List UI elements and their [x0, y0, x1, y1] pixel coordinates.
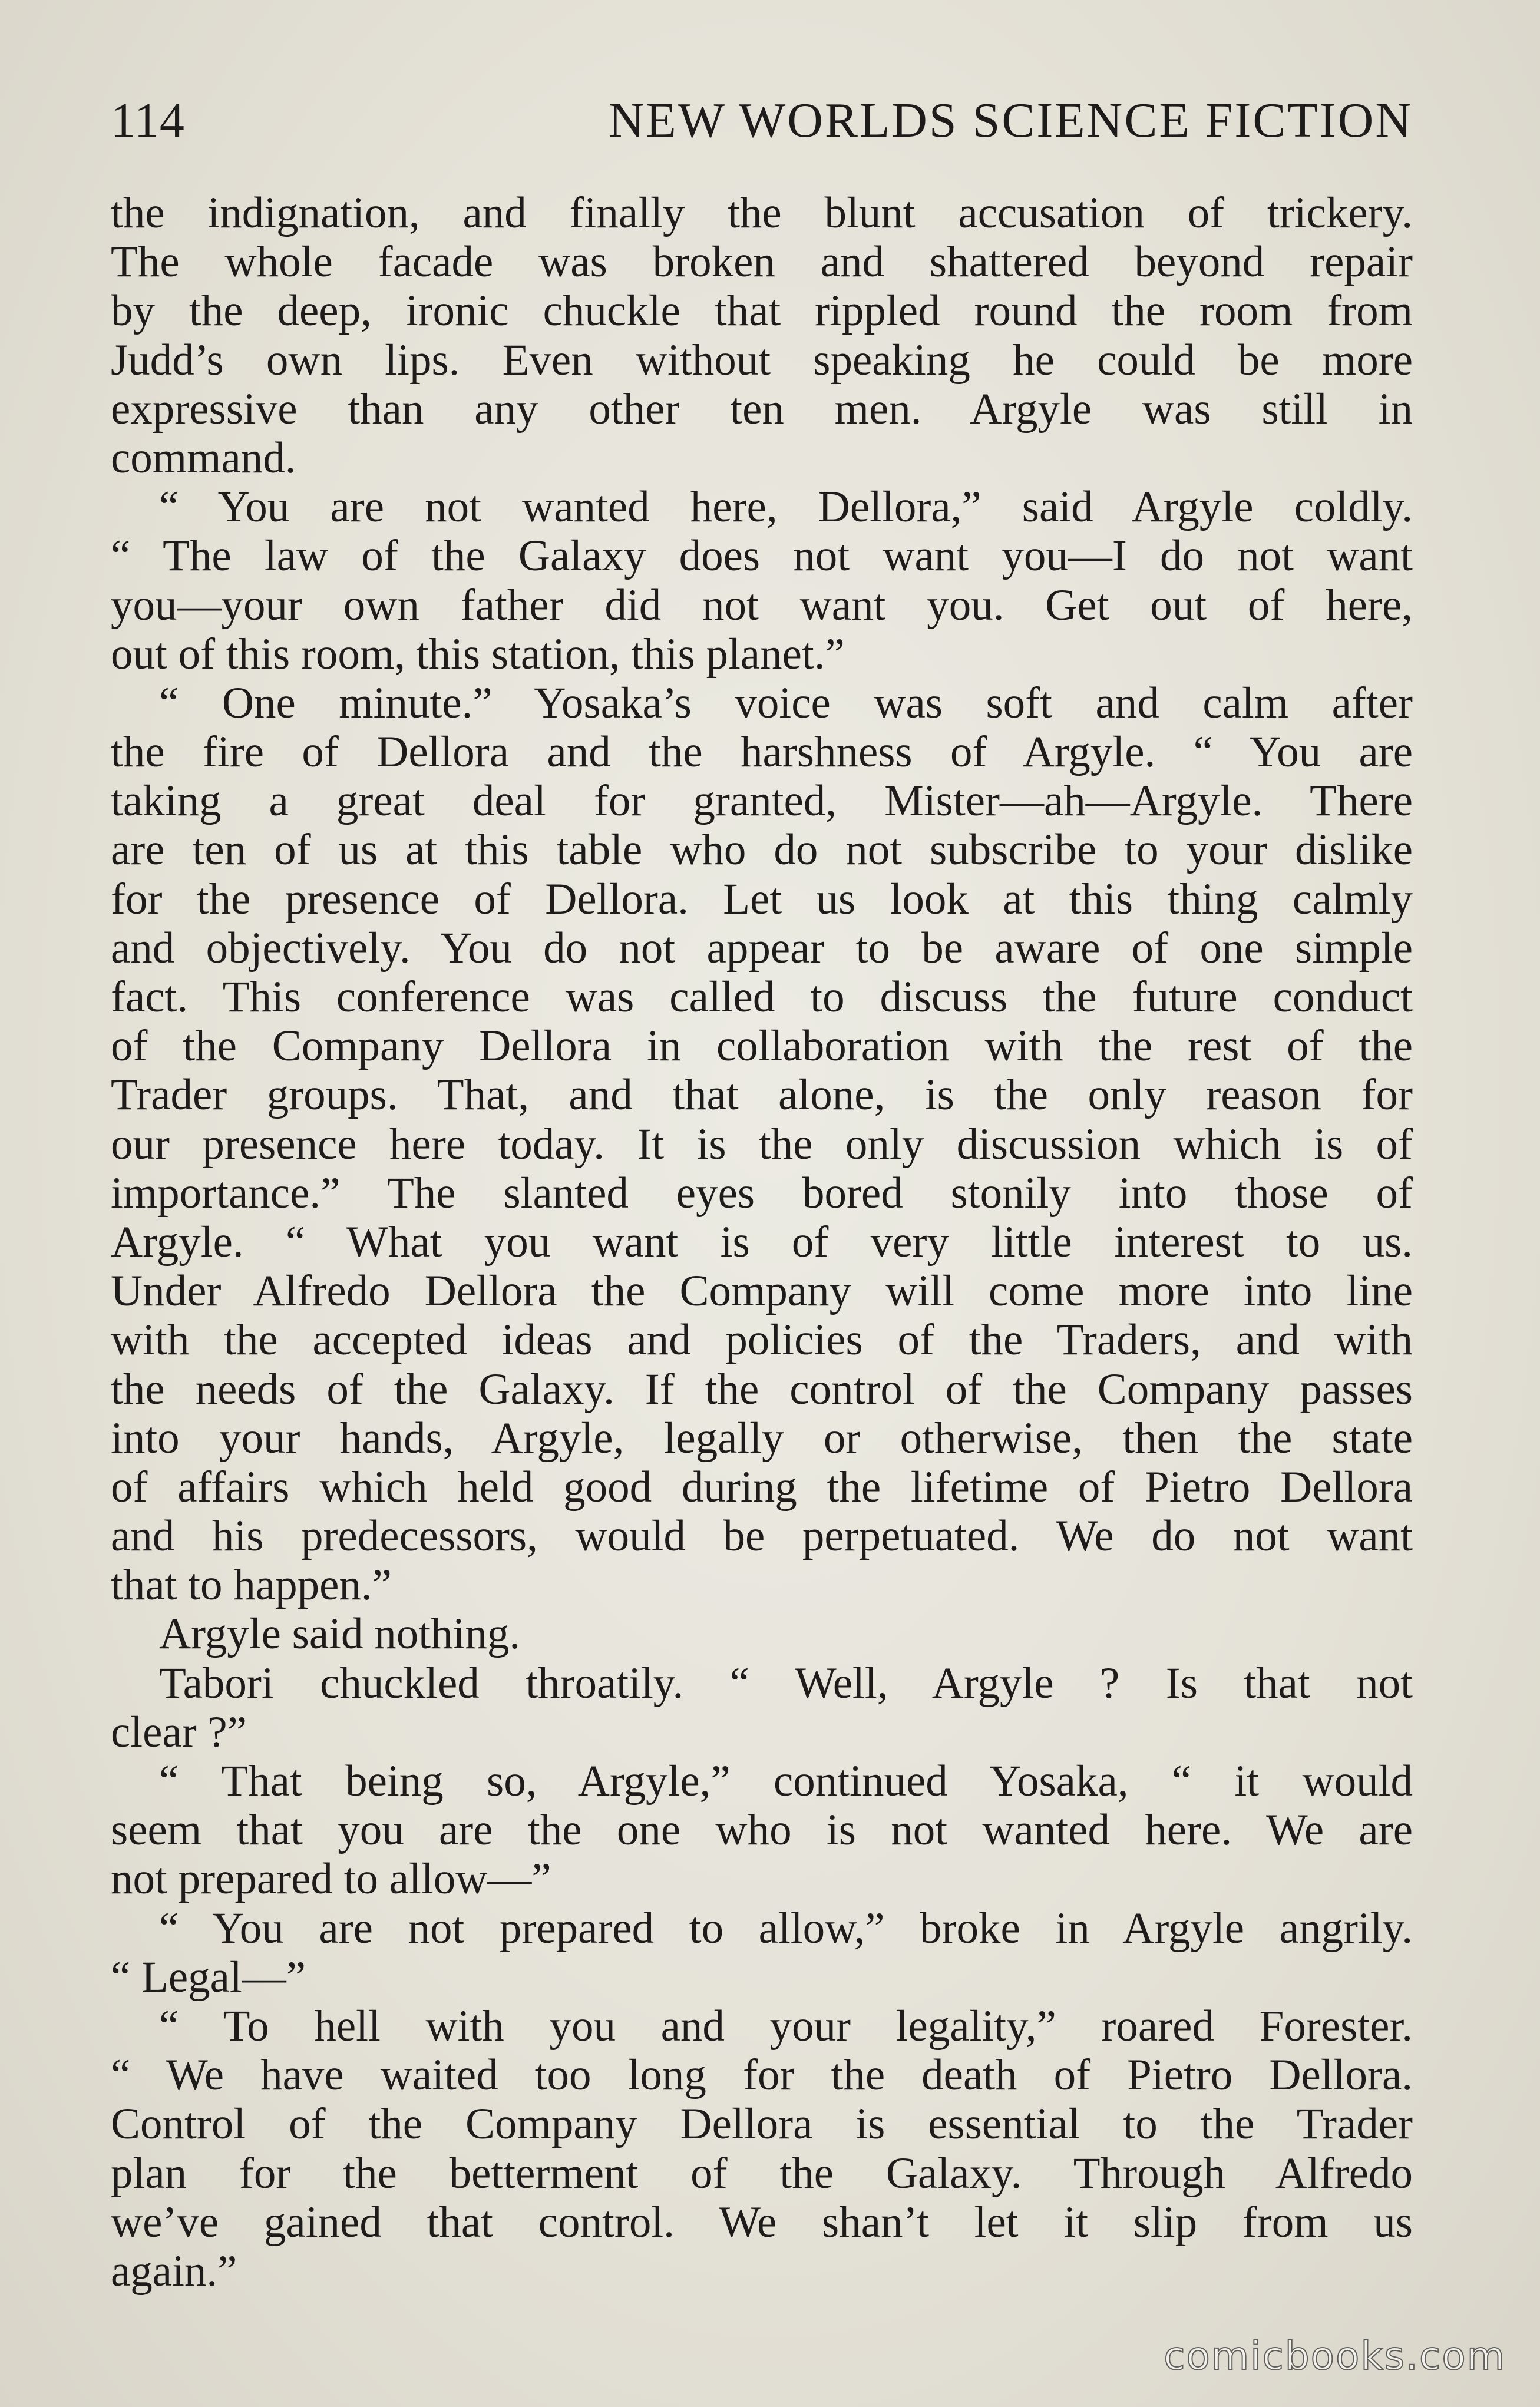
text-line: Under Alfredo Dellora the Company will come more into line [111, 1267, 1413, 1316]
text-line: the needs of the Galaxy. If the control of the Company passes [111, 1364, 1413, 1414]
text-line: command. [111, 433, 296, 482]
text-line: plan for the betterment of the Galaxy. Through Alfredo [111, 2148, 1413, 2198]
text-line: “ Legal—” [111, 1952, 306, 2002]
text-line: expressive than any other ten men. Argyle was still in [111, 384, 1413, 434]
text-line: for the presence of Dellora. Let us look at this thing calmly [111, 874, 1413, 924]
text-line: of affairs which held good during the lifetime of Pietro Dellora [111, 1462, 1413, 1512]
text-line: Tabori chuckled throatily. “ Well, Argyle ? Is that not [159, 1658, 1413, 1708]
text-line: fact. This conference was called to discuss the future conduct [111, 973, 1413, 1021]
page-header [111, 88, 1413, 153]
text-line: of the Company Dellora in collaboration with the rest of the [111, 1021, 1413, 1071]
text-line: “ The law of the Galaxy does not want you—I do not want [111, 531, 1413, 581]
text-line: “ You are not wanted here, Dellora,” said Argyle coldly. [159, 482, 1413, 532]
text-line: taking a great deal for granted, Mister—ah—Argyle. There [111, 776, 1413, 826]
page-number: 114 [111, 93, 185, 148]
text-line: we’ve gained that control. We shan’t let it slip from us [111, 2197, 1413, 2247]
text-line: “ You are not prepared to allow,” broke in Argyle angrily. [159, 1903, 1413, 1953]
text-line: and his predecessors, would be perpetuated. We do not want [111, 1512, 1413, 1561]
running-head: NEW WORLDS SCIENCE FICTION [608, 93, 1413, 148]
body-text [111, 189, 1413, 2296]
text-line: importance.” The slanted eyes bored stonily into those of [111, 1168, 1413, 1218]
text-line: clear ?” [111, 1707, 247, 1757]
text-line: Argyle. “ What you want is of very little interest to us. [111, 1217, 1413, 1267]
text-line: seem that you are the one who is not wanted here. We are [111, 1806, 1413, 1855]
text-line: Judd’s own lips. Even without speaking he could be more [111, 335, 1413, 385]
text-line: the indignation, and finally the blunt accusation of trickery. [111, 189, 1413, 237]
text-line: our presence here today. It is the only discussion which is of [111, 1119, 1413, 1169]
text-line: into your hands, Argyle, legally or otherwise, then the state [111, 1413, 1413, 1463]
text-line: Control of the Company Dellora is essential to the Trader [111, 2099, 1413, 2149]
text-line: Argyle said nothing. [159, 1609, 521, 1659]
text-line: “ That being so, Argyle,” continued Yosaka, “ it would [159, 1757, 1413, 1806]
text-line: that to happen.” [111, 1560, 392, 1610]
text-line: not prepared to allow—” [111, 1854, 551, 1904]
text-line: “ To hell with you and your legality,” roared Forester. [159, 2001, 1413, 2051]
text-line: again.” [111, 2246, 237, 2296]
text-line: with the accepted ideas and policies of the Traders, and with [111, 1315, 1413, 1365]
watermark: comicbooks.com [1164, 2333, 1506, 2379]
text-line: “ We have waited too long for the death of Pietro Dellora. [111, 2051, 1413, 2100]
text-line: the fire of Dellora and the harshness of Argyle. “ You are [111, 728, 1413, 777]
text-line: “ One minute.” Yosaka’s voice was soft and calm after [159, 678, 1413, 728]
text-line: Trader groups. That, and that alone, is the only reason for [111, 1070, 1413, 1120]
text-line: you—your own father did not want you. Get out of here, [111, 580, 1413, 630]
text-line: out of this room, this station, this planet.” [111, 629, 845, 679]
text-line: and objectively. You do not appear to be aware of one simple [111, 923, 1413, 973]
text-line: are ten of us at this table who do not subscribe to your dislike [111, 825, 1413, 875]
text-line: by the deep, ironic chuckle that rippled round the room from [111, 286, 1413, 336]
text-line: The whole facade was broken and shattered beyond repair [111, 237, 1413, 287]
